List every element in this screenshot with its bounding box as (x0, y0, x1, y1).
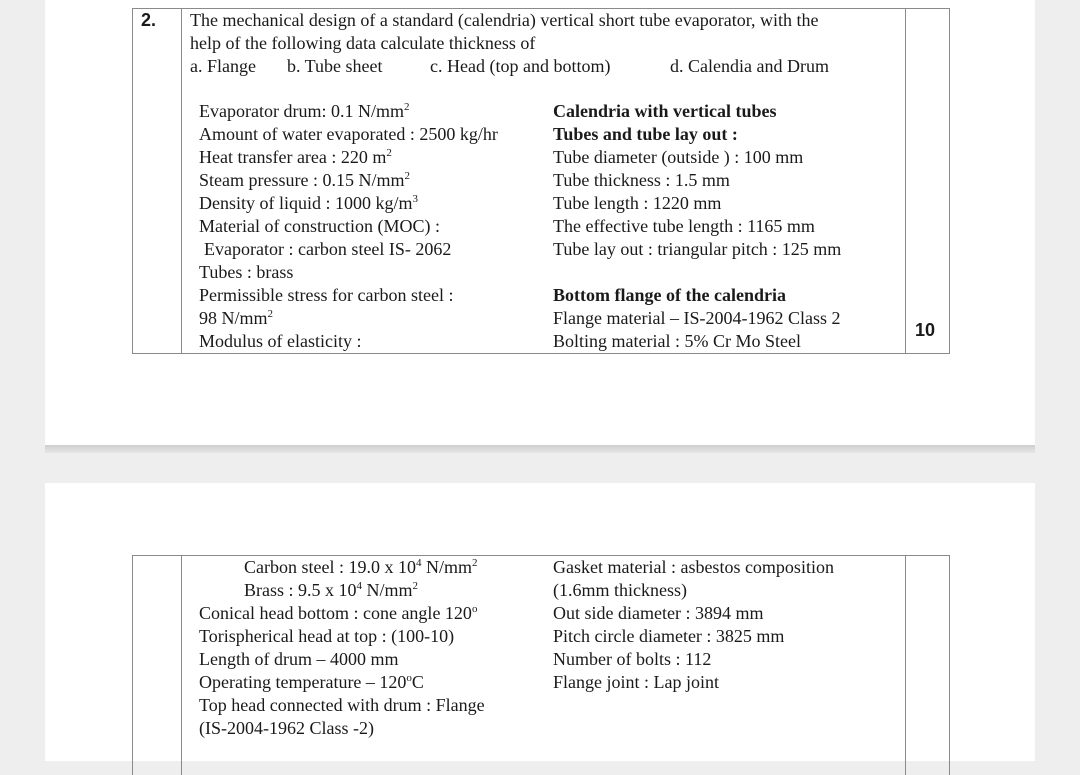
calendria-heading: Calendria with vertical tubes (553, 101, 777, 121)
tube-thickness: Tube thickness : 1.5 mm (553, 170, 730, 190)
steam-pressure: Steam pressure : 0.15 $N/mm^2$ (199, 170, 410, 190)
bottom-flange-heading: Bottom flange of the calendria (553, 285, 786, 305)
part-a: a. Flange (190, 56, 256, 76)
question-intro-line2: help of the following data calculate thickness of (190, 33, 536, 53)
torispherical-head: Torispherical head at top : (100-10) (199, 626, 455, 646)
operating-temperature: Operating temperature – 120$^o$C (199, 672, 424, 692)
number-of-bolts: Number of bolts : 112 (553, 649, 712, 669)
brass-modulus: Brass : 9.5 x $10^4$ $N/mm^2$ (244, 580, 419, 600)
page-2 (45, 483, 1035, 761)
top-head-spec: (IS-2004-1962 Class -2) (199, 718, 374, 738)
table-divider-left (181, 9, 182, 353)
outside-diameter: Out side diameter : 3894 mm (553, 603, 764, 623)
table-divider-right (905, 9, 906, 353)
bolting-material: Bolting material : 5% Cr Mo Steel (553, 331, 801, 351)
table-divider-left (181, 556, 182, 775)
evaporator-moc: Evaporator : carbon steel IS- 2062 (204, 239, 452, 259)
moc-label: Material of construction (MOC) : (199, 216, 440, 236)
gasket-material: Gasket material : asbestos composition (553, 557, 834, 577)
tubes-moc: Tubes : brass (199, 262, 294, 282)
drum-length: Length of drum – 4000 mm (199, 649, 399, 669)
evaporator-drum: Evaporator drum: 0.1 $N/mm^2$ (199, 101, 410, 121)
tube-length: Tube length : 1220 mm (553, 193, 722, 213)
top-head-connection: Top head connected with drum : Flange (199, 695, 485, 715)
gasket-thickness: (1.6mm thickness) (553, 580, 687, 600)
part-b: b. Tube sheet (287, 56, 383, 76)
question-intro-line1: The mechanical design of a standard (calendria) vertical short tube evaporator, with the (190, 10, 819, 30)
carbon-steel-modulus: Carbon steel : 19.0 x $10^4$ $N/mm^2$ (244, 557, 478, 577)
tube-diameter: Tube diameter (outside ) : 100 mm (553, 147, 804, 167)
conical-head: Conical head bottom : cone angle 120$^o$ (199, 603, 478, 623)
question-marks: 10 (915, 320, 936, 340)
tube-layout: Tube lay out : triangular pitch : 125 mm (553, 239, 842, 259)
heat-transfer-area: Heat transfer area : 220 $m^2$ (199, 147, 392, 167)
permissible-stress: Permissible stress for carbon steel : (199, 285, 454, 305)
pitch-circle-diameter: Pitch circle diameter : 3825 mm (553, 626, 785, 646)
permissible-stress-value: 98 $N/mm^2$ (199, 308, 274, 328)
page-separator (45, 445, 1035, 453)
page-1 (45, 0, 1035, 445)
question-number: 2. (141, 10, 157, 30)
flange-material: Flange material – IS-2004-1962 Class 2 (553, 308, 841, 328)
tubes-layout-heading: Tubes and tube lay out : (553, 124, 738, 144)
liquid-density: Density of liquid : 1000 $kg/m^3$ (199, 193, 418, 213)
part-c: c. Head (top and bottom) (430, 56, 611, 76)
flange-joint: Flange joint : Lap joint (553, 672, 719, 692)
part-d: d. Calendia and Drum (670, 56, 829, 76)
effective-tube-length: The effective tube length : 1165 mm (553, 216, 815, 236)
modulus-label: Modulus of elasticity : (199, 331, 362, 351)
water-evaporated: Amount of water evaporated : 2500 kg/hr (199, 124, 498, 144)
table-divider-right (905, 556, 906, 775)
